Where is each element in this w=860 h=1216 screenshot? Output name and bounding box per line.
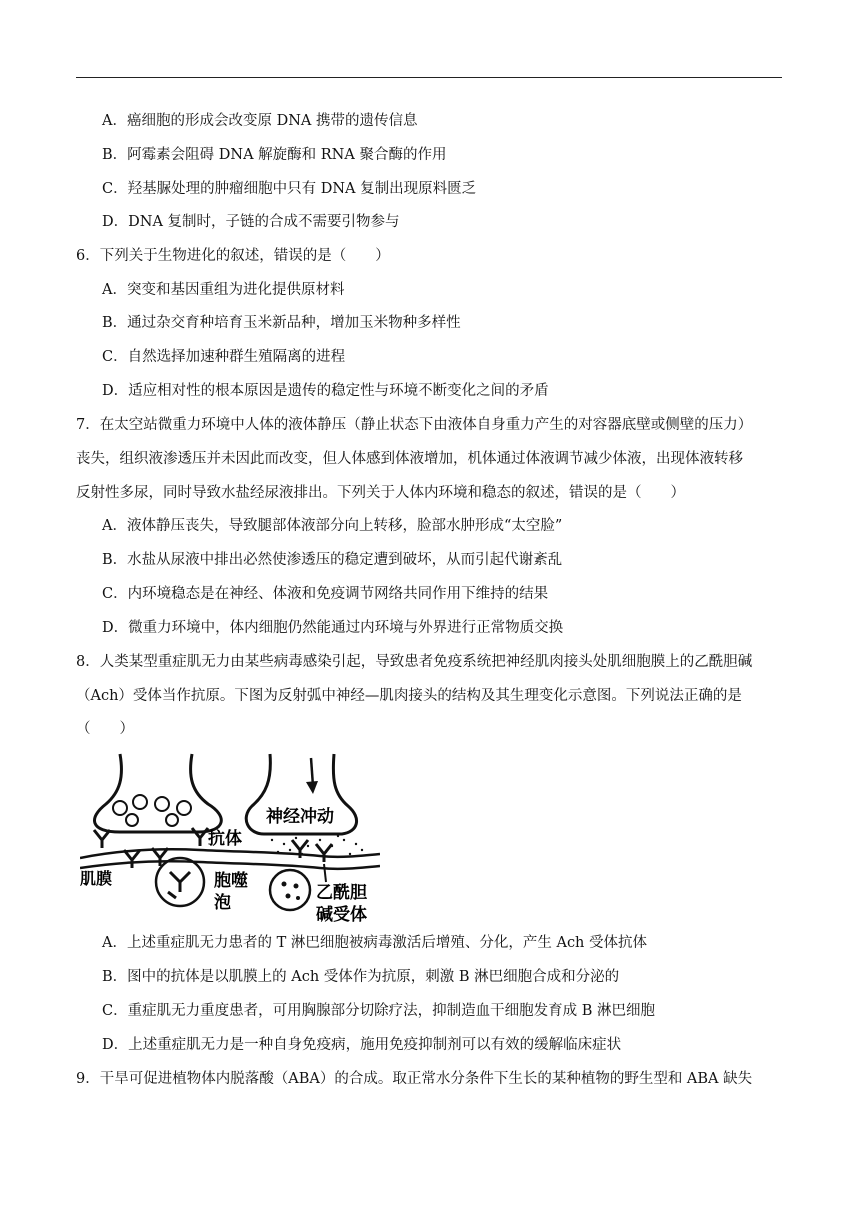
q8-stem-line-1: 8．人类某型重症肌无力由某些病毒感染引起，导致患者免疫系统把神经肌肉接头处肌细胞膜上的乙酰胆碱 bbox=[76, 654, 753, 670]
q8-stem-line-3: （ ） bbox=[76, 721, 134, 737]
q6-option-b[interactable]: B．通过杂交育种培育玉米新品种，增加玉米物种多样性 bbox=[102, 315, 461, 331]
neuromuscular-junction-figure bbox=[80, 752, 380, 924]
q5-option-a[interactable]: A．癌细胞的形成会改变原 DNA 携带的遗传信息 bbox=[102, 113, 418, 129]
q8-stem-line-2: （Ach）受体当作抗原。下图为反射弧中神经—肌肉接头的结构及其生理变化示意图。下列说法正确的是 bbox=[76, 688, 742, 704]
q8-option-c[interactable]: C．重症肌无力重度患者，可用胸腺部分切除疗法，抑制造血干细胞发育成 B 淋巴细胞 bbox=[102, 1003, 655, 1019]
q7-stem-line-3: 反射性多尿，同时导致水盐经尿液排出。下列关于人体内环境和稳态的叙述，错误的是（ ） bbox=[76, 485, 685, 501]
q9-stem: 9．干旱可促进植物体内脱落酸（ABA）的合成。取正常水分条件下生长的某种植物的野生型和 ABA 缺失 bbox=[76, 1071, 753, 1087]
label-muscle-membrane: 肌膜 bbox=[80, 869, 113, 888]
header-rule bbox=[76, 77, 782, 78]
q5-option-b[interactable]: B．阿霉素会阻碍 DNA 解旋酶和 RNA 聚合酶的作用 bbox=[102, 147, 447, 163]
label-phagocyte-1: 胞噬 bbox=[214, 871, 248, 891]
q7-option-d[interactable]: D．微重力环境中，体内细胞仍然能通过内环境与外界进行正常物质交换 bbox=[102, 620, 564, 636]
q8-option-d[interactable]: D．上述重症肌无力是一种自身免疫病，施用免疫抑制剂可以有效的缓解临床症状 bbox=[102, 1037, 622, 1053]
label-nerve-impulse: 神经冲动 bbox=[266, 807, 334, 827]
synaptic-vesicles-left bbox=[113, 795, 191, 826]
left-nerve-terminal bbox=[94, 754, 221, 832]
vesicle-dots bbox=[282, 882, 301, 901]
arrow-head-icon bbox=[306, 781, 318, 794]
muscle-membrane-lower bbox=[80, 861, 380, 869]
q7-option-a[interactable]: A．液体静压丧失，导致腿部体液部分向上转移，脸部水肿形成“太空脸” bbox=[102, 518, 563, 534]
receptor-pointer-line bbox=[324, 864, 326, 882]
q7-stem-line-1: 7．在太空站微重力环境中人体的液体静压（静止状态下由液体自身重力产生的对容器底壁或侧壁的压力） bbox=[76, 417, 753, 433]
q8-option-b[interactable]: B．图中的抗体是以肌膜上的 Ach 受体作为抗原，刺激 B 淋巴细胞合成和分泌的 bbox=[102, 969, 620, 985]
label-receptor-2: 碱受体 bbox=[316, 905, 367, 924]
engulfed-antibody-icon bbox=[168, 872, 190, 898]
q7-option-c[interactable]: C．内环境稳态是在神经、体液和免疫调节网络共同作用下维持的结果 bbox=[102, 586, 549, 602]
label-phagocyte-2: 泡 bbox=[214, 893, 231, 913]
q6-option-c[interactable]: C．自然选择加速种群生殖隔离的进程 bbox=[102, 349, 346, 365]
vesicle-circle bbox=[270, 870, 310, 910]
q5-option-c[interactable]: C．羟基脲处理的肿瘤细胞中只有 DNA 复制出现原料匮乏 bbox=[102, 181, 477, 197]
q6-option-a[interactable]: A．突变和基因重组为进化提供原材料 bbox=[102, 282, 345, 298]
label-receptor-1: 乙酰胆 bbox=[316, 883, 367, 903]
q6-option-d[interactable]: D．适应相对性的根本原因是遗传的稳定性与环境不断变化之间的矛盾 bbox=[102, 383, 549, 399]
q8-option-a[interactable]: A．上述重症肌无力患者的 T 淋巴细胞被病毒激活后增殖、分化，产生 Ach 受体抗体 bbox=[102, 935, 648, 951]
q7-stem-line-2: 丧失，组织液渗透压并未因此而改变，但人体感到体液增加，机体通过体液调节减少体液，出现体液转移 bbox=[76, 451, 743, 467]
q5-option-d[interactable]: D．DNA 复制时，子链的合成不需要引物参与 bbox=[102, 214, 400, 230]
label-antibody: 抗体 bbox=[208, 829, 242, 849]
q6-stem: 6．下列关于生物进化的叙述，错误的是（ ） bbox=[76, 248, 390, 264]
q7-option-b[interactable]: B．水盐从尿液中排出必然使渗透压的稳定遭到破坏，从而引起代谢紊乱 bbox=[102, 552, 563, 568]
